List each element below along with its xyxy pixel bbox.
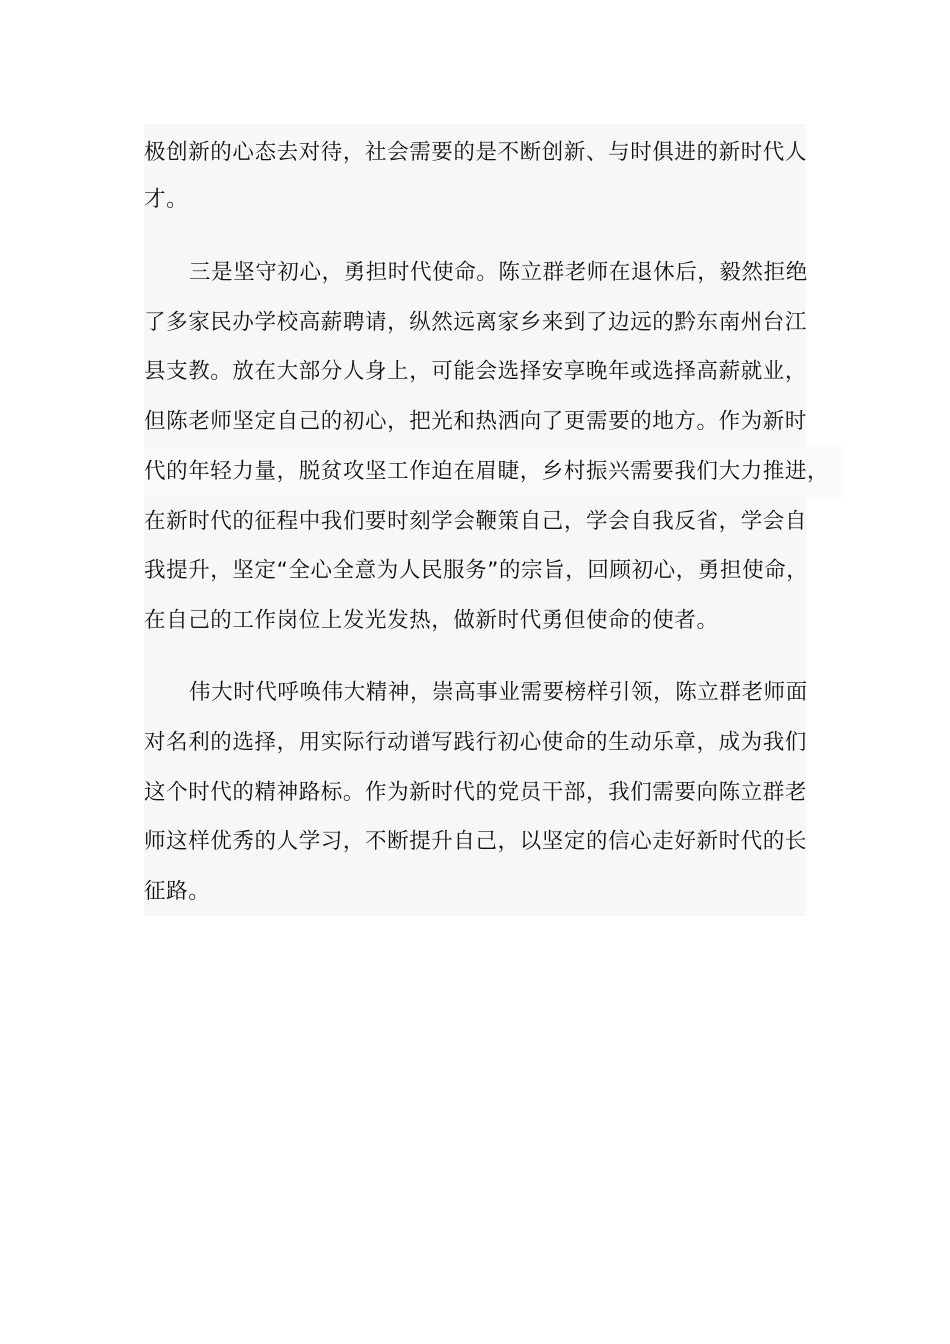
paragraph-line — [144, 248, 834, 298]
line-text: 才。 — [144, 187, 189, 212]
line-text: 我提升，坚定“全心全意为人民服务”的宗旨，回顾初心，勇担使命， — [144, 558, 809, 583]
paragraph-line — [144, 497, 834, 547]
text-body — [144, 124, 830, 916]
paragraph-line — [144, 817, 834, 867]
line-text: 代的年轻力量，脱贫攻坚工作迫在眉睫，乡村振兴需要我们大力推进， — [144, 447, 843, 497]
paragraph-line — [144, 128, 834, 178]
line-text: 在自己的工作岗位上发光发热，做新时代勇但使命的使者。 — [144, 608, 719, 633]
paragraph-line — [144, 668, 834, 718]
paragraph-line — [144, 175, 834, 225]
paragraph-line — [144, 397, 834, 447]
line-text: 极创新的心态去对待，社会需要的是不断创新、与时俱进的新时代人 — [144, 140, 808, 165]
paragraph-line — [144, 347, 834, 397]
line-text: 伟大时代呼唤伟大精神，崇高事业需要榜样引领，陈立群老师面 — [189, 680, 808, 705]
line-text: 师这样优秀的人学习，不断提升自己，以坚定的信心走好新时代的长 — [144, 829, 808, 854]
line-text: 了多家民办学校高薪聘请，纵然远离家乡来到了边远的黔东南州台江 — [144, 310, 808, 335]
paragraph-line — [144, 768, 834, 818]
paragraph-line — [144, 447, 834, 497]
line-text: 在新时代的征程中我们要时刻学会鞭策自己，学会自我反省，学会自 — [144, 509, 808, 534]
paragraph-line — [144, 867, 834, 917]
line-text: 但陈老师坚定自己的初心，把光和热洒向了更需要的地方。作为新时 — [144, 409, 808, 434]
line-text: 三是坚守初心，勇担时代使命。陈立群老师在退休后，毅然拒绝 — [189, 260, 808, 285]
paragraph-line — [144, 298, 834, 348]
line-text: 征路。 — [144, 879, 211, 904]
paragraph-line — [144, 546, 834, 596]
line-text: 对名利的选择，用实际行动谱写践行初心使命的生动乐章，成为我们 — [144, 730, 808, 755]
line-text: 县支教。放在大部分人身上，可能会选择安享晚年或选择高薪就业， — [144, 359, 808, 384]
paragraph-line — [144, 596, 834, 646]
paragraph-line — [144, 718, 834, 768]
line-text: 这个时代的精神路标。作为新时代的党员干部，我们需要向陈立群老 — [144, 780, 808, 805]
